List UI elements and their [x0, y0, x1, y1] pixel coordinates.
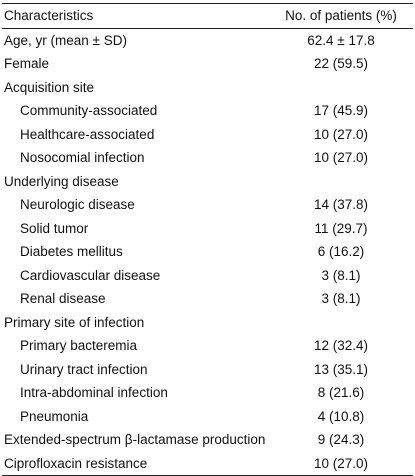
- table-row: [2, 52, 413, 76]
- row-value: 12 (32.4): [313, 338, 369, 354]
- row-value: 10 (27.0): [313, 150, 369, 166]
- row-value: 14 (37.8): [313, 197, 369, 213]
- row-value: 3 (8.1): [321, 267, 361, 283]
- header-row: [2, 4, 413, 29]
- row-label: Nosocomial infection: [20, 150, 145, 166]
- row-label: Primary bacteremia: [20, 338, 138, 354]
- row-label: Extended-spectrum β-lactamase production: [4, 432, 266, 448]
- row-label: Neurologic disease: [20, 197, 135, 213]
- row-value: [269, 76, 413, 100]
- table-row: [2, 28, 413, 52]
- row-label: Age, yr (mean ± SD): [4, 32, 127, 48]
- table-row: [2, 311, 413, 335]
- row-value: 6 (16.2): [317, 244, 365, 260]
- table-row: [2, 381, 413, 405]
- row-label: Ciprofloxacin resistance: [4, 455, 148, 471]
- table-header: [2, 4, 413, 29]
- row-value: 13 (35.1): [313, 361, 369, 377]
- row-label: Acquisition site: [4, 79, 95, 95]
- patient-characteristics-table-container: [2, 3, 413, 476]
- table-body: [2, 28, 413, 476]
- table-row: [2, 76, 413, 100]
- row-label: Cardiovascular disease: [20, 267, 161, 283]
- row-value: 22 (59.5): [313, 56, 369, 72]
- row-label: Solid tumor: [20, 220, 89, 236]
- row-label: Primary site of infection: [4, 314, 145, 330]
- table-row: [2, 287, 413, 311]
- table-row: [2, 99, 413, 123]
- row-value: 62.4 ± 17.8: [307, 32, 375, 48]
- row-value: [269, 170, 413, 194]
- table-row: [2, 170, 413, 194]
- row-label: Healthcare-associated: [20, 126, 155, 142]
- table-row: [2, 264, 413, 288]
- table-row: [2, 193, 413, 217]
- row-label: Intra-abdominal infection: [20, 385, 168, 401]
- header-characteristics: Characteristics: [4, 8, 94, 24]
- row-value: [269, 311, 413, 335]
- row-value: 3 (8.1): [321, 291, 361, 307]
- header-number-of-patients: No. of patients (%): [285, 8, 397, 24]
- row-value: 10 (27.0): [313, 455, 369, 471]
- row-value: 8 (21.6): [317, 385, 365, 401]
- row-label: Female: [4, 56, 50, 72]
- row-label: Community-associated: [20, 103, 158, 119]
- row-label: Pneumonia: [20, 408, 89, 424]
- patient-characteristics-table: [2, 3, 413, 476]
- row-label: Urinary tract infection: [20, 361, 148, 377]
- table-row: [2, 123, 413, 147]
- row-label: Renal disease: [20, 291, 106, 307]
- table-row: [2, 334, 413, 358]
- table-row: [2, 146, 413, 170]
- row-value: 11 (29.7): [314, 220, 368, 236]
- row-label: Diabetes mellitus: [20, 244, 123, 260]
- row-value: 17 (45.9): [313, 103, 369, 119]
- table-row: [2, 358, 413, 382]
- table-row: [2, 428, 413, 452]
- row-value: 4 (10.8): [317, 408, 365, 424]
- table-row: [2, 217, 413, 241]
- row-label: Underlying disease: [4, 173, 119, 189]
- row-value: 10 (27.0): [313, 126, 369, 142]
- table-row: [2, 405, 413, 429]
- row-value: 9 (24.3): [317, 432, 365, 448]
- table-row: [2, 240, 413, 264]
